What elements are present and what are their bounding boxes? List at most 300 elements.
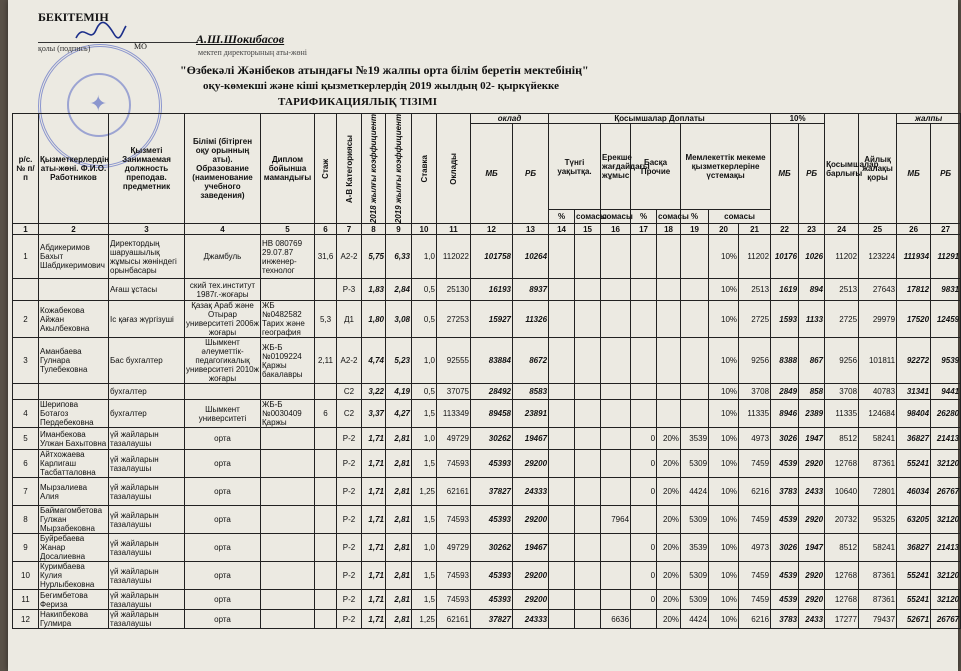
cell-st: 0,5 bbox=[412, 301, 437, 338]
col-name: Қызметкерлердің аты-жөні. Ф.И.О. Работников bbox=[39, 114, 109, 224]
cell-pos: үй жайларын тазалаушы bbox=[109, 610, 185, 629]
cell-st: 1,5 bbox=[412, 590, 437, 610]
cell-c22: 8388 bbox=[771, 338, 799, 384]
cell-c20: 10% bbox=[709, 338, 739, 384]
cell-mb: 30262 bbox=[471, 534, 513, 562]
cell-cat: Р-2 bbox=[337, 450, 362, 478]
cell-k19: 5,23 bbox=[386, 338, 412, 384]
column-number: 15 bbox=[575, 224, 601, 235]
cell-c26: 55241 bbox=[897, 562, 931, 590]
cell-c23: 867 bbox=[799, 338, 825, 384]
cell-c19 bbox=[681, 400, 709, 428]
cell-c25: 29979 bbox=[859, 301, 897, 338]
cell-c22: 3783 bbox=[771, 610, 799, 629]
cell-c26: 111934 bbox=[897, 235, 931, 279]
column-number: 23 bbox=[799, 224, 825, 235]
cell-cat: Р-2 bbox=[337, 506, 362, 534]
cell-c19: 4424 bbox=[681, 478, 709, 506]
cell-c21: 7459 bbox=[739, 590, 771, 610]
cell-dip bbox=[261, 279, 315, 301]
table-row bbox=[13, 400, 961, 428]
cell-c16 bbox=[601, 384, 631, 400]
director-name: А.Ш.Шокибасов bbox=[196, 32, 285, 46]
cell-st: 1,0 bbox=[412, 235, 437, 279]
table-body bbox=[13, 235, 961, 629]
table-row bbox=[13, 562, 961, 590]
cell-st: 1,0 bbox=[412, 428, 437, 450]
column-number: 25 bbox=[859, 224, 897, 235]
cell-c27: 26767 bbox=[931, 610, 961, 629]
cell-cat: Р-2 bbox=[337, 534, 362, 562]
cell-edu: орта bbox=[185, 506, 261, 534]
cell-c19: 5309 bbox=[681, 450, 709, 478]
cell-c15 bbox=[575, 534, 601, 562]
cell-dip bbox=[261, 478, 315, 506]
cell-pos: бухгалтер bbox=[109, 400, 185, 428]
cell-c25: 40783 bbox=[859, 384, 897, 400]
cell-c16 bbox=[601, 478, 631, 506]
cell-rb: 8672 bbox=[513, 338, 549, 384]
cell-c22: 8946 bbox=[771, 400, 799, 428]
cell-c27: 21413 bbox=[931, 428, 961, 450]
cell-c14 bbox=[549, 384, 575, 400]
cell-c23: 1133 bbox=[799, 301, 825, 338]
cell-c25: 79437 bbox=[859, 610, 897, 629]
cell-dip: ЖБ-Б №0109224 Қаржы бакалавры bbox=[261, 338, 315, 384]
cell-stazh bbox=[315, 450, 337, 478]
cell-c24: 10640 bbox=[825, 478, 859, 506]
table-row bbox=[13, 450, 961, 478]
cell-c23: 2389 bbox=[799, 400, 825, 428]
cell-c18 bbox=[657, 235, 681, 279]
cell-rb: 10264 bbox=[513, 235, 549, 279]
cell-mb: 37827 bbox=[471, 610, 513, 629]
cell-k19: 2,81 bbox=[386, 590, 412, 610]
cell-c21: 4973 bbox=[739, 534, 771, 562]
school-line: "Өзбекәлі Жәнібеков атындағы №19 жалпы орта білім беретін мектебінің" bbox=[180, 63, 589, 77]
cell-c19: 4424 bbox=[681, 610, 709, 629]
column-number: 14 bbox=[549, 224, 575, 235]
ten-pct-header: 10% bbox=[771, 114, 825, 124]
cell-rb: 19467 bbox=[513, 534, 549, 562]
cell-c26: 55241 bbox=[897, 450, 931, 478]
cell-edu: орта bbox=[185, 450, 261, 478]
cell-name: Абдикеримов Бахыт Шабдикеримович bbox=[39, 235, 109, 279]
column-number: 12 bbox=[471, 224, 513, 235]
column-number: 7 bbox=[337, 224, 362, 235]
column-number: 1 bbox=[13, 224, 39, 235]
cell-pos: Бас бухгалтер bbox=[109, 338, 185, 384]
col-pay-rb: РБ bbox=[931, 124, 961, 224]
table-row bbox=[13, 338, 961, 384]
official-stamp: ✦ bbox=[38, 44, 162, 168]
cell-c20: 10% bbox=[709, 506, 739, 534]
cell-mb: 30262 bbox=[471, 428, 513, 450]
cell-k18: 1,80 bbox=[362, 301, 386, 338]
cell-stazh bbox=[315, 384, 337, 400]
cell-c19: 3539 bbox=[681, 428, 709, 450]
cell-n: 1 bbox=[13, 235, 39, 279]
cell-rb: 11326 bbox=[513, 301, 549, 338]
cell-cat: Р-2 bbox=[337, 610, 362, 629]
cell-edu: Қазақ Араб және Отырар университеті 2006ж жоғары bbox=[186, 301, 259, 338]
cell-c21: 2725 bbox=[739, 301, 771, 338]
cell-c16 bbox=[601, 301, 631, 338]
cell-c17 bbox=[631, 610, 657, 629]
pay-group-header: жалпы bbox=[897, 114, 961, 124]
cell-c14 bbox=[549, 478, 575, 506]
cell-c19: 3539 bbox=[681, 534, 709, 562]
cell-n: 4 bbox=[13, 400, 39, 428]
column-number: 22 bbox=[771, 224, 799, 235]
cell-n: 5 bbox=[13, 428, 39, 450]
cell-c27: 32120 bbox=[931, 506, 961, 534]
cell-c19 bbox=[681, 384, 709, 400]
table-row bbox=[13, 384, 961, 400]
cell-stazh bbox=[315, 506, 337, 534]
cell-okl: 62161 bbox=[437, 610, 471, 629]
cell-mb: 45393 bbox=[471, 562, 513, 590]
col-night-pct: % bbox=[549, 210, 575, 224]
cell-cat: А2-2 bbox=[337, 338, 362, 384]
cell-st: 1,5 bbox=[412, 450, 437, 478]
cell-c24: 12768 bbox=[825, 450, 859, 478]
cell-pos: үй жайларын тазалаушы bbox=[109, 506, 185, 534]
cell-c20: 10% bbox=[709, 478, 739, 506]
cell-okl: 49729 bbox=[437, 534, 471, 562]
document-sheet bbox=[8, 0, 958, 671]
cell-n: 9 bbox=[13, 534, 39, 562]
cell-c21: 4973 bbox=[739, 428, 771, 450]
cell-c26: 31341 bbox=[897, 384, 931, 400]
cell-mb: 16193 bbox=[471, 279, 513, 301]
cell-st: 0,5 bbox=[412, 279, 437, 301]
doplaty-group-header: Қосымшалар Доплаты bbox=[549, 114, 771, 124]
cell-c16: 6636 bbox=[601, 610, 631, 629]
cell-c26: 36827 bbox=[897, 534, 931, 562]
cell-n: 8 bbox=[13, 506, 39, 534]
cell-c19 bbox=[681, 235, 709, 279]
cell-k19: 2,81 bbox=[386, 450, 412, 478]
cell-st: 1,25 bbox=[412, 610, 437, 629]
table-row bbox=[13, 428, 961, 450]
cell-c21: 11335 bbox=[739, 400, 771, 428]
cell-k19: 2,81 bbox=[386, 506, 412, 534]
cell-mb: 89458 bbox=[471, 400, 513, 428]
cell-k19: 2,84 bbox=[386, 279, 412, 301]
cell-rb: 19467 bbox=[513, 428, 549, 450]
cell-name: Баймагомбетова Гулжан Мырзабековна bbox=[39, 506, 109, 534]
cell-n: 11 bbox=[13, 590, 39, 610]
cell-stazh bbox=[315, 590, 337, 610]
cell-c17 bbox=[631, 338, 657, 384]
cell-pos: Іс қағаз жүргізуші bbox=[109, 301, 185, 338]
cell-c26: 55241 bbox=[897, 590, 931, 610]
cell-k18: 1,71 bbox=[362, 428, 386, 450]
cell-c20: 10% bbox=[709, 235, 739, 279]
cell-c23: 894 bbox=[799, 279, 825, 301]
cell-c24: 12768 bbox=[825, 590, 859, 610]
approve-label: БЕКІТЕМІН bbox=[38, 10, 109, 24]
cell-mb: 15927 bbox=[471, 301, 513, 338]
cell-name: Айтхожаева Карлигаш Тасбатталовна bbox=[39, 450, 109, 478]
cell-name: Мырзалиева Алия bbox=[39, 478, 109, 506]
cell-edu: ский тех.институт 1987г.-жоғары bbox=[185, 279, 261, 301]
col-other-sum: сомасы bbox=[657, 210, 681, 224]
cell-c26: 46034 bbox=[897, 478, 931, 506]
cell-rb: 29200 bbox=[513, 590, 549, 610]
cell-c20: 10% bbox=[709, 610, 739, 629]
col-night-sum: сомасы bbox=[575, 210, 601, 224]
cell-c20: 10% bbox=[709, 450, 739, 478]
cell-cat: С2 bbox=[337, 400, 362, 428]
cell-c17 bbox=[631, 301, 657, 338]
cell-c21: 9256 bbox=[739, 338, 771, 384]
cell-okl: 37075 bbox=[437, 384, 471, 400]
cell-pos: үй жайларын тазалаушы bbox=[109, 428, 185, 450]
cell-c17: 0 bbox=[631, 562, 657, 590]
cell-c24: 2513 bbox=[825, 279, 859, 301]
cell-n: 2 bbox=[13, 301, 39, 338]
cell-okl: 74593 bbox=[437, 590, 471, 610]
cell-c23: 2920 bbox=[799, 506, 825, 534]
cell-c21: 6216 bbox=[739, 478, 771, 506]
cell-c25: 87361 bbox=[859, 590, 897, 610]
cell-edu: орта bbox=[185, 478, 261, 506]
cell-c14 bbox=[549, 562, 575, 590]
column-number: 21 bbox=[739, 224, 771, 235]
col-pay-mb: МБ bbox=[897, 124, 931, 224]
cell-c24: 20732 bbox=[825, 506, 859, 534]
cell-k19: 2,81 bbox=[386, 610, 412, 629]
col-heavy: Ерекше жағдайдағы жұмыс bbox=[601, 124, 631, 210]
document-title: ТАРИФИКАЦИЯЛЫҚ ТІЗІМІ bbox=[278, 96, 438, 108]
cell-c27: 9539 bbox=[931, 338, 961, 384]
cell-c20: 10% bbox=[709, 428, 739, 450]
cell-c21: 3708 bbox=[739, 384, 771, 400]
cell-k18: 1,71 bbox=[362, 534, 386, 562]
cell-c19: 5309 bbox=[681, 562, 709, 590]
cell-c20: 10% bbox=[709, 400, 739, 428]
cell-c15 bbox=[575, 428, 601, 450]
cell-c20: 10% bbox=[709, 562, 739, 590]
cell-c25: 27643 bbox=[859, 279, 897, 301]
col-oklad-rb: РБ bbox=[513, 124, 549, 224]
cell-pos: үй жайларын тазалаушы bbox=[109, 450, 185, 478]
cell-stazh bbox=[315, 610, 337, 629]
cell-c14 bbox=[549, 235, 575, 279]
cell-c27: 9441 bbox=[931, 384, 961, 400]
cell-c18: 20% bbox=[657, 428, 681, 450]
cell-c16 bbox=[601, 279, 631, 301]
cell-c22: 10176 bbox=[771, 235, 799, 279]
cell-pos: Ағаш ұстасы bbox=[109, 279, 185, 301]
cell-c15 bbox=[575, 506, 601, 534]
cell-c15 bbox=[575, 450, 601, 478]
cell-c25: 87361 bbox=[859, 450, 897, 478]
col-dop-total: Қосымшалар барлығы bbox=[825, 114, 859, 224]
cell-c17: 0 bbox=[631, 450, 657, 478]
cell-cat: Р-2 bbox=[337, 562, 362, 590]
cell-c18: 20% bbox=[657, 590, 681, 610]
cell-okl: 27253 bbox=[437, 301, 471, 338]
column-number: 13 bbox=[513, 224, 549, 235]
cell-stazh bbox=[315, 428, 337, 450]
cell-n: 12 bbox=[13, 610, 39, 629]
cell-c18 bbox=[657, 400, 681, 428]
cell-c22: 1593 bbox=[771, 301, 799, 338]
cell-c15 bbox=[575, 384, 601, 400]
cell-c21: 7459 bbox=[739, 506, 771, 534]
cell-c27: 32120 bbox=[931, 562, 961, 590]
cell-k18: 1,71 bbox=[362, 590, 386, 610]
cell-stazh: 5,3 bbox=[315, 301, 337, 338]
cell-stazh bbox=[315, 534, 337, 562]
cell-pos: Директордың шаруашылық жұмысы жөніндегі орынбасары bbox=[109, 235, 185, 279]
cell-c21: 7459 bbox=[739, 450, 771, 478]
cell-c18: 20% bbox=[657, 534, 681, 562]
cell-c20: 10% bbox=[709, 384, 739, 400]
cell-dip bbox=[261, 428, 315, 450]
cell-stazh bbox=[315, 279, 337, 301]
cell-c26: 63205 bbox=[897, 506, 931, 534]
cell-c14 bbox=[549, 506, 575, 534]
cell-cat: Р-2 bbox=[337, 590, 362, 610]
cell-c17 bbox=[631, 384, 657, 400]
cell-c23: 1947 bbox=[799, 534, 825, 562]
cell-c16 bbox=[601, 450, 631, 478]
cell-mb: 45393 bbox=[471, 450, 513, 478]
cell-c25: 101811 bbox=[859, 338, 897, 384]
cell-dip: ЖБ-Б №0030409 Қаржы bbox=[261, 400, 315, 428]
cell-c25: 124684 bbox=[859, 400, 897, 428]
cell-c15 bbox=[575, 478, 601, 506]
table-row bbox=[13, 506, 961, 534]
column-number: 8 bbox=[362, 224, 386, 235]
cell-n: 10 bbox=[13, 562, 39, 590]
cell-c23: 1026 bbox=[799, 235, 825, 279]
cell-okl: 74593 bbox=[437, 506, 471, 534]
column-number: 16 bbox=[601, 224, 631, 235]
cell-c15 bbox=[575, 279, 601, 301]
cell-mb: 101758 bbox=[471, 235, 513, 279]
cell-dip bbox=[261, 562, 315, 590]
column-number: 27 bbox=[931, 224, 961, 235]
cell-name bbox=[39, 279, 109, 301]
cell-c24: 17277 bbox=[825, 610, 859, 629]
cell-c14 bbox=[549, 610, 575, 629]
col-other-pct: % bbox=[631, 210, 657, 224]
cell-dip: ЖБ №0482582 Тарих және география bbox=[261, 301, 315, 338]
column-number: 17 bbox=[631, 224, 657, 235]
cell-n bbox=[13, 384, 39, 400]
cell-name bbox=[39, 384, 109, 400]
cell-cat: Д1 bbox=[337, 301, 362, 338]
cell-k19: 3,08 bbox=[386, 301, 412, 338]
cell-c26: 92272 bbox=[897, 338, 931, 384]
cell-rb: 23891 bbox=[513, 400, 549, 428]
cell-k18: 1,83 bbox=[362, 279, 386, 301]
cell-c24: 8512 bbox=[825, 534, 859, 562]
column-number: 26 bbox=[897, 224, 931, 235]
cell-c23: 1947 bbox=[799, 428, 825, 450]
table-row bbox=[13, 235, 961, 279]
cell-c17: 0 bbox=[631, 428, 657, 450]
col-stavka: Ставка bbox=[412, 114, 437, 224]
cell-n: 6 bbox=[13, 450, 39, 478]
cell-c19: 5309 bbox=[681, 590, 709, 610]
col-oklady: Оклады bbox=[437, 114, 471, 224]
col-ten-mb: МБ bbox=[771, 124, 799, 224]
cell-c20: 10% bbox=[709, 279, 739, 301]
cell-dip bbox=[261, 450, 315, 478]
cell-mb: 45393 bbox=[471, 506, 513, 534]
cell-c17 bbox=[631, 235, 657, 279]
cell-k19: 2,81 bbox=[386, 562, 412, 590]
col-stazh: Стаж bbox=[315, 114, 337, 224]
cell-dip bbox=[261, 610, 315, 629]
cell-c14 bbox=[549, 338, 575, 384]
director-caption: мектеп директорының аты-жөні bbox=[198, 48, 308, 57]
cell-pos: үй жайларын тазалаушы bbox=[109, 590, 185, 610]
cell-k18: 3,22 bbox=[362, 384, 386, 400]
cell-k19: 2,81 bbox=[386, 534, 412, 562]
cell-c18: 20% bbox=[657, 562, 681, 590]
cell-edu: Шымкент университеті bbox=[185, 400, 261, 428]
cell-c15 bbox=[575, 301, 601, 338]
cell-cat: Р-3 bbox=[337, 279, 362, 301]
cell-c26: 17812 bbox=[897, 279, 931, 301]
cell-okl: 62161 bbox=[437, 478, 471, 506]
cell-k18: 1,71 bbox=[362, 562, 386, 590]
cell-dip bbox=[261, 506, 315, 534]
cell-rb: 8583 bbox=[513, 384, 549, 400]
cell-cat: С2 bbox=[337, 384, 362, 400]
cell-c22: 4539 bbox=[771, 450, 799, 478]
mo-label: МО bbox=[134, 42, 147, 51]
cell-c22: 4539 bbox=[771, 590, 799, 610]
cell-c23: 2433 bbox=[799, 610, 825, 629]
cell-edu: Шымкент әлеуметтік-педагогикалық университеті 2010ж жоғары bbox=[186, 338, 259, 384]
col-state-pct: % bbox=[681, 210, 709, 224]
signature-caption: қолы (подпись) bbox=[38, 42, 198, 53]
cell-c22: 2849 bbox=[771, 384, 799, 400]
column-number: 18 bbox=[657, 224, 681, 235]
cell-rb: 24333 bbox=[513, 610, 549, 629]
column-number: 24 bbox=[825, 224, 859, 235]
col-idx: р/с. № п/п bbox=[13, 114, 39, 224]
cell-name: Аманбаева Гулнара Тулебековна bbox=[39, 338, 109, 384]
cell-c21: 2513 bbox=[739, 279, 771, 301]
cell-c24: 11202 bbox=[825, 235, 859, 279]
cell-name: Накипбекова Гулмира bbox=[39, 610, 109, 629]
cell-mb: 83884 bbox=[471, 338, 513, 384]
cell-c25: 95325 bbox=[859, 506, 897, 534]
col-coef2019: 2019 жылғы коэффициент bbox=[386, 114, 412, 224]
cell-k18: 1,71 bbox=[362, 610, 386, 629]
cell-c22: 3026 bbox=[771, 534, 799, 562]
cell-k18: 1,71 bbox=[362, 450, 386, 478]
col-category: А-В Категориясы bbox=[337, 114, 362, 224]
cell-c23: 2433 bbox=[799, 478, 825, 506]
cell-c23: 858 bbox=[799, 384, 825, 400]
cell-pos: үй жайларын тазалаушы bbox=[109, 534, 185, 562]
table-row bbox=[13, 478, 961, 506]
column-number: 3 bbox=[109, 224, 185, 235]
col-coef2018: 2018 жылғы коэффициент bbox=[362, 114, 386, 224]
cell-c21: 7459 bbox=[739, 562, 771, 590]
cell-rb: 29200 bbox=[513, 450, 549, 478]
